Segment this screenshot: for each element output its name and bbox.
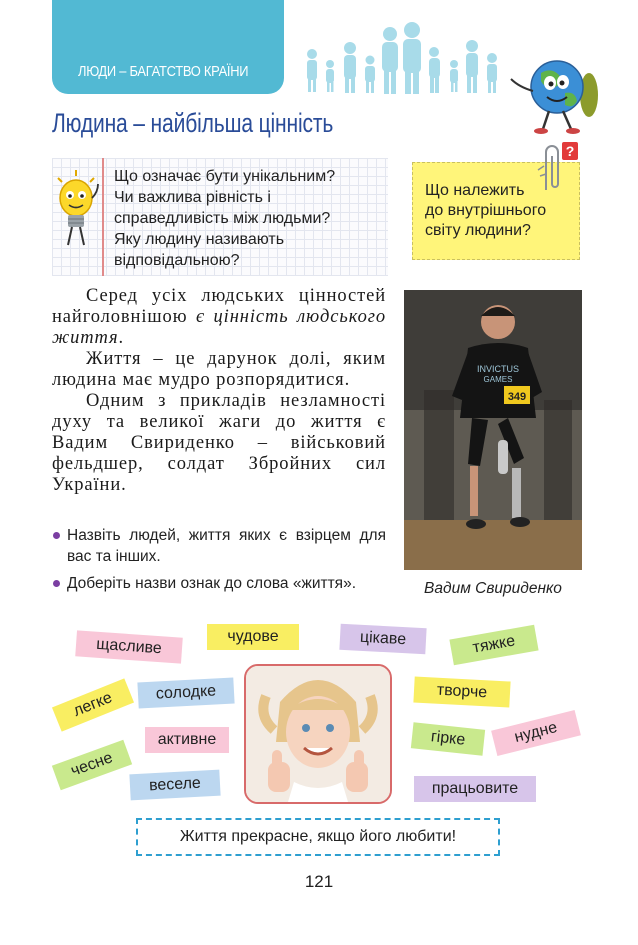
paragraph-1-text: Серед усіх людських цінностей найголовнішою (52, 286, 386, 327)
task-list (52, 525, 386, 600)
lesson-title: Людина – найбільша цінність (52, 108, 334, 138)
question-line: Яку людину називають (114, 231, 285, 248)
word-card: нудне (491, 710, 581, 756)
athlete-photo-illustration (404, 290, 582, 570)
race-bib-number: 349 (507, 391, 527, 403)
word-card: чудове (207, 624, 299, 650)
task-item: Назвіть людей, життя яких є взірцем для вас та інших. (52, 525, 386, 567)
word-card: цікаве (339, 624, 426, 654)
motto-box: Життя прекрасне, якщо його любити! (136, 818, 500, 856)
athlete-photo (404, 290, 582, 570)
lightbulb-icon (52, 168, 100, 250)
paragraph-1-end: . (118, 328, 125, 348)
girl-thumbs-up-photo (244, 664, 392, 804)
paragraph-3: Одним з прикладів незламності духу та великої жаги до життя є Вадим Свириденко – військовий фельдшер, солдат Збройних сил України. (52, 391, 386, 495)
globe-mascot-illustration (505, 55, 600, 135)
shirt-text: INVICTUS (476, 364, 520, 374)
photo-caption: Вадим Свириденко (424, 580, 562, 597)
section-header-tab (52, 0, 284, 94)
word-card: творче (413, 677, 510, 708)
word-card: чесне (52, 740, 132, 790)
question-mark-badge: ? (565, 143, 575, 159)
note-line: до внутрішнього (425, 202, 547, 219)
question-line: справедливість між людьми? (114, 210, 331, 227)
word-card: тяжке (449, 625, 538, 666)
word-card: щасливе (75, 630, 183, 663)
main-text (52, 286, 386, 496)
question-line: відповідальною? (114, 252, 240, 269)
word-card: працьовите (414, 776, 536, 802)
word-card: гірке (411, 722, 485, 755)
paragraph-2: Життя – це дарунок долі, яким людина має мудро розпорядитися. (52, 349, 386, 390)
word-card: активне (145, 727, 229, 753)
margin-line (102, 158, 104, 276)
word-card: легке (52, 678, 134, 731)
word-card: солодке (137, 678, 234, 709)
paragraph-1 (52, 286, 386, 349)
task-item: Доберіть назви ознак до слова «життя». (52, 573, 386, 594)
questions-box (52, 158, 388, 276)
page-number: 121 (304, 872, 334, 891)
question-line: Чи важлива рівність і (114, 189, 271, 206)
word-card: веселе (129, 770, 220, 801)
girl-photo-illustration (246, 666, 390, 802)
question-line: Що означає бути унікальним? (114, 168, 336, 185)
questions-text (114, 166, 386, 271)
section-title: ЛЮДИ – БАГАТСТВО КРАЇНИ (78, 63, 249, 80)
shirt-text: GAMES (483, 375, 513, 384)
paperclip-question-icon (536, 140, 582, 196)
people-silhouettes-illustration (300, 10, 530, 94)
note-line: Що належить (425, 182, 525, 199)
note-line: світу людини? (425, 222, 531, 239)
emphasis-text: є цінність людського життя (52, 307, 386, 348)
